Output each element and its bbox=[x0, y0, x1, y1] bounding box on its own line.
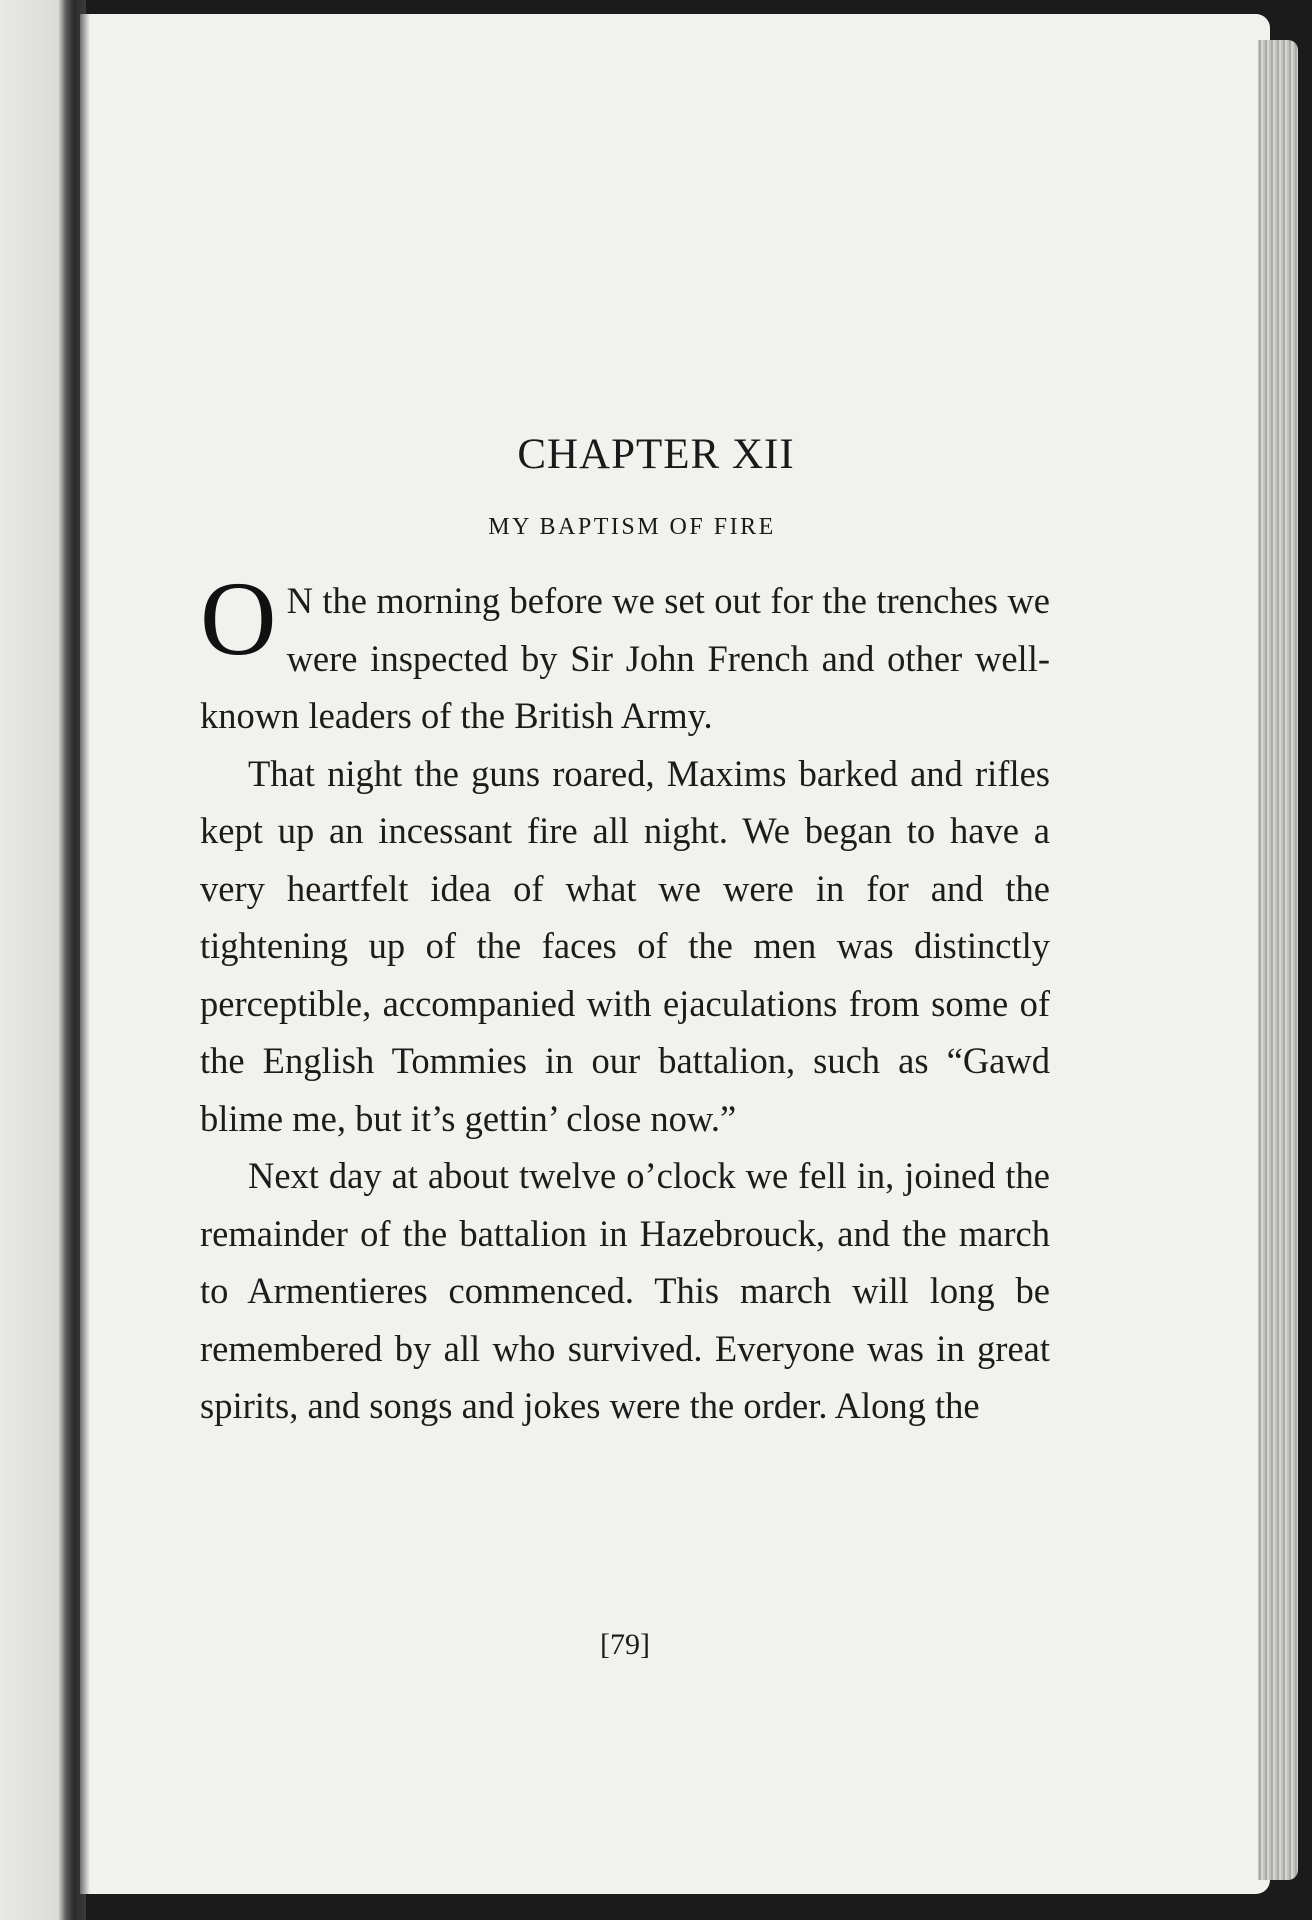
paragraph-opening bbox=[200, 560, 1050, 745]
chapter-body bbox=[200, 560, 1050, 1435]
chapter-title: CHAPTER XII bbox=[517, 431, 795, 478]
drop-cap: O bbox=[200, 560, 277, 677]
chapter-subtitle: MY BAPTISM OF FIRE bbox=[488, 514, 776, 540]
page-stack-edges bbox=[1258, 40, 1298, 1880]
paragraph: Next day at about twelve o’clock we fell in, joined the remainder of the battalion in Hazebrouck, and the march to Armentieres commenced. This march will long be remembered by all who survived. Everyone was in great spirits, and songs and jokes were the order. Along the bbox=[200, 1155, 1050, 1426]
page-gutter-shadow bbox=[80, 14, 90, 1894]
paragraph-opening-text: N the morning before we set out for the trenches we were inspected by Sir John French and other well-known leaders of the British Army. bbox=[200, 580, 1050, 736]
paragraph: That night the guns roared, Maxims barked and rifles kept up an incessant fire all night. We began to have a very heartfelt idea of what we were in for and the tightening up of the faces of the men was distinctly perceptible, accompanied with ejaculations from some of the English Tommies in our battalion, such as “Gawd blime me, but it’s gettin’ close now.” bbox=[200, 752, 1050, 1139]
page-number: [79] bbox=[600, 1628, 650, 1661]
